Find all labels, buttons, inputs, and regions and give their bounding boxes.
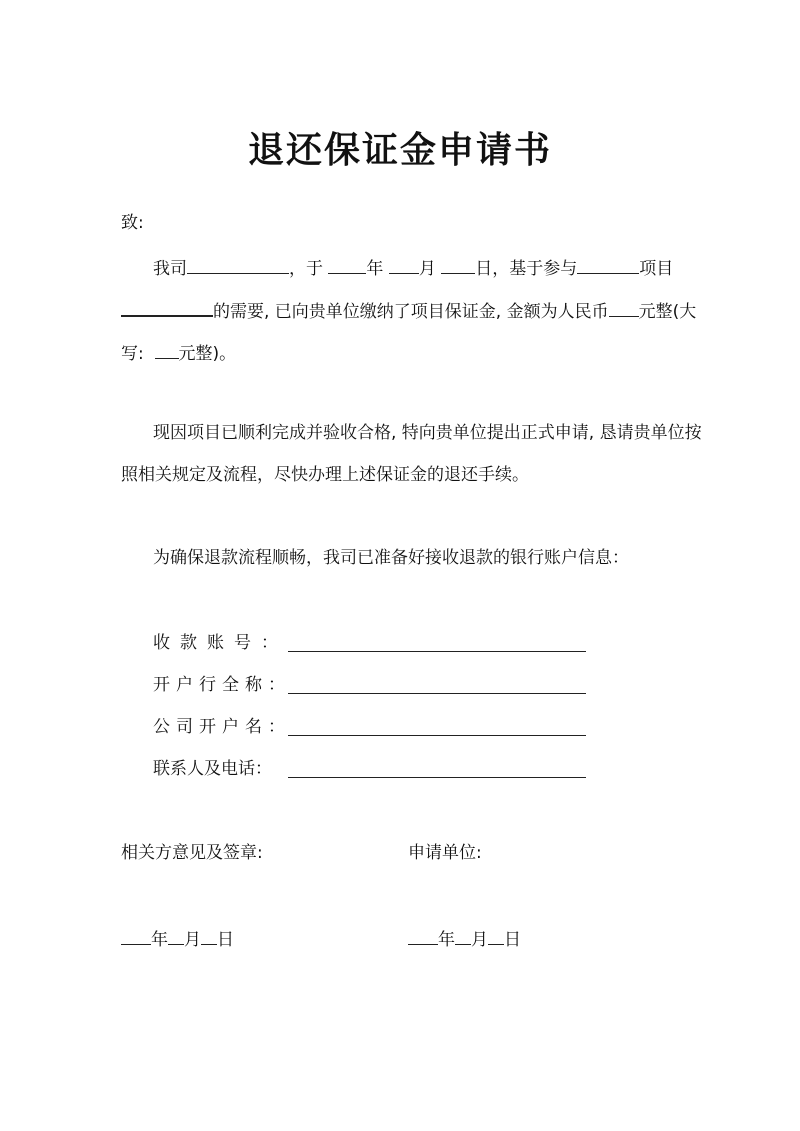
- page-title: 退还保证金申请书: [247, 130, 552, 171]
- date-left-year: 年: [151, 930, 168, 950]
- field-line-company[interactable]: [288, 735, 586, 736]
- para1-line3-end: 元整)。: [178, 344, 237, 364]
- signature-right-label: 申请单位:: [408, 843, 482, 863]
- date-left-month: 月: [184, 930, 201, 950]
- para1-word-on: ，于: [289, 259, 323, 279]
- para1-line2-text: 的需要, 已向贵单位缴纳了项目保证金, 金额为人民币: [213, 302, 609, 322]
- blank-right-month[interactable]: [455, 929, 471, 945]
- blank-project-name-cont[interactable]: [121, 300, 213, 317]
- blank-right-day[interactable]: [488, 929, 504, 945]
- para1-line3-start: 写:: [121, 344, 144, 364]
- para1-line1: [153, 258, 673, 278]
- blank-amount-capital[interactable]: [155, 343, 179, 359]
- date-right-month: 月: [471, 930, 488, 950]
- para1-word-month: 月: [418, 259, 436, 279]
- para1-word-year: 年: [366, 259, 384, 279]
- para3: 为确保退款流程顺畅，我司已准备好接收退款的银行账户信息：: [153, 548, 629, 568]
- date-left: [121, 929, 234, 949]
- field-label-company: 公司开户名：: [153, 717, 291, 737]
- date-right: [408, 929, 521, 949]
- blank-left-day[interactable]: [201, 929, 217, 945]
- blank-year[interactable]: [328, 258, 366, 274]
- field-label-contact: 联系人及电话：: [153, 759, 272, 779]
- blank-company-name[interactable]: [187, 258, 289, 274]
- blank-project-name[interactable]: [577, 258, 639, 274]
- date-right-day: 日: [504, 930, 521, 950]
- field-label-bank: 开户行全称：: [153, 675, 291, 695]
- blank-right-year[interactable]: [408, 929, 438, 945]
- field-line-contact[interactable]: [288, 777, 586, 778]
- para1-line3: [121, 343, 236, 363]
- signature-left-label: 相关方意见及签章:: [121, 843, 263, 863]
- para2-line1: 现因项目已顺利完成并验收合格, 特向贵单位提出正式申请, 恳请贵单位按: [153, 423, 702, 443]
- para1-word-company: 我司: [153, 259, 187, 279]
- para1-word-day: 日，基于参与: [475, 259, 578, 279]
- field-line-account[interactable]: [288, 651, 586, 652]
- date-right-year: 年: [438, 930, 455, 950]
- date-left-day: 日: [217, 930, 234, 950]
- field-label-account: 收款账号：: [153, 633, 288, 653]
- para1-line2-end: 元整(大: [638, 302, 697, 322]
- para1-word-project: 项目: [639, 259, 674, 279]
- salutation: 致:: [121, 213, 144, 233]
- blank-amount[interactable]: [609, 301, 639, 317]
- blank-day[interactable]: [441, 258, 475, 274]
- field-line-bank[interactable]: [288, 693, 586, 694]
- blank-left-month[interactable]: [168, 929, 184, 945]
- blank-left-year[interactable]: [121, 929, 151, 945]
- para2-line2: 照相关规定及流程，尽快办理上述保证金的退还手续。: [121, 465, 529, 485]
- blank-month[interactable]: [389, 258, 419, 274]
- para1-line2: [121, 300, 696, 321]
